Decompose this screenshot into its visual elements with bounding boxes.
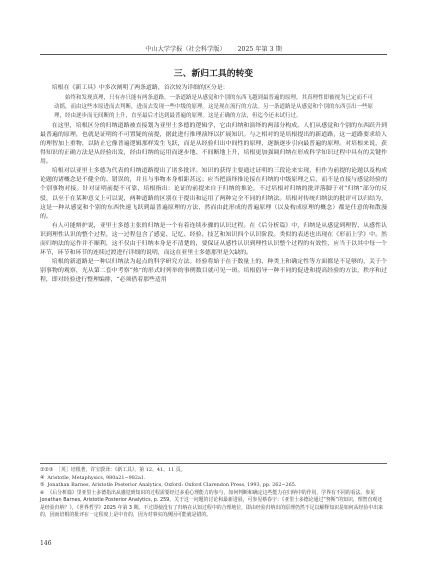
page-number: 146 <box>40 540 52 547</box>
paragraph: 培根对以亚里士多德为代表的归纳道路提出了诸多批评。知识的获得主要通过证明的三段论来实现，但作为前提的论题以及构成论题的诸概念是不健全的、错误的，并且与事物本身相距甚远；应当把演绎推论接在归纳的中级原理之后，而不是直接与感觉经验的个别事物对接。针对证明前提不可靠，培根指出：论证的前提来自于归纳的推论，不过培根对归纳的批评落脚于对“归纳”部分的反驳，以至于在某种意义上可以说，两种道路的区别在于提出和运用了两种完全不同的归纳法。培根对传统归纳法的批评可以归结为，这是一种从感觉和个别的东西快速飞跃到最普遍原理的方法，然而由此形成的普遍原理（以及构成原理的概念）都是任意的和散漫的。 <box>40 168 387 220</box>
section-title: 三、新归工具的转变 <box>173 69 254 79</box>
footnote-text: Aristotle, Metaphysics, 980a21−982a1. <box>47 474 146 481</box>
running-header <box>40 44 387 55</box>
footnote-text: Jonathan Barnes, Aristotle Posterior Analytics, Oxford: Oxford Clarendon Press, 1993, pp. 262−265. <box>47 482 297 489</box>
paragraph: 培根的新道路是一种以归纳法为起点的科学研究方法。经验将始于在于数量上的、种类上和确定性等方面都是不足够的，关于个别事物的观察，光从第二套中考察“热”的形式时列举的事例数目就可见一斑。培根倡导一种不同的促进和提高经验的方法，秩序和过程，即对经验进行整理编排，“必须借着那些适用 <box>40 259 387 284</box>
footnote-item <box>40 475 387 482</box>
footnote-item <box>40 467 387 474</box>
journal-name: 中山大学学报（社会科学版） <box>145 46 226 53</box>
block-quote: 始终和发现真理，只有亦只能有两条道路。一条道路是从感觉和个别的东西飞越到最普遍的原理，其真理性即被视为已定而不可动摇，而由这些本原进而去判断，进而去发现一些中级的原理。这是现在流行的方法。另一条道路是从感觉和个别的东西引出一些原理，经由逐步而无间断的上升，直至最后才达到最普遍的原理。这是正确的方法，但迄今还未试行过。 <box>54 95 374 119</box>
footnote-item <box>40 482 387 489</box>
footnote-marker: ⑥ <box>40 490 45 497</box>
footnote-text: 《后分析篇》里亚里士多德指出从感觉到知识的过程需要经过多重心理能力的参与，如何判断和确定这些能力在归纳中的作用，学界有不同的看法。参见 Jonathan Barnes, Aristotle Posterior Analytics, p. 259。关于这一问题的讨论和最新进展，可参见蔡春宇：《亚里士多德论通过“努斯”的知识，理智直观还是经验归纳？》，《世界哲学》2025 年第 3 期。不过即使没有了归纳在认知过程中的合理地位，即由经验归纳出的原理仍然不足以解释知识是如何从经验中出来的，因而培根的批评在一定程度上是中肯的，因为对事实的测因可能就是错的。 <box>40 490 383 518</box>
body-text <box>40 84 387 286</box>
footnote-marker: ④ <box>40 474 45 481</box>
footnotes <box>40 463 387 520</box>
paragraph: 有人可能辩护说，亚里士多德主张的归纳是一个有着连续步骤的认识过程。在《后分析篇》中，归纳是从感觉到理智、从感性认识到理性认识的整个过程，这一过程包含了感觉、记忆、经验、技艺和知识四个认识阶段。类似的表述也出现在《形而上学》中。然而归纳法的运作并不顺利，这不仅由于归纳本身是不清楚的，要保证从感性认识到理性认识整个过程的有效性，应当于以其中每一个环节，环节和环节的连续过渡进行详细的说明，而这在亚里士多德那里是欠缺的。 <box>40 222 387 257</box>
paragraph-intro: 培根在《新工具》中多次阐明了两条道路，首次较为详细的区分是： <box>51 85 229 91</box>
footnote-text: ［英］培根著，许宝骙译：《新工具》，第 12、41、11 页。 <box>56 467 186 473</box>
footnote-marker: ⑤ <box>40 482 45 489</box>
footnote-marker: ①②③ <box>40 467 54 473</box>
paragraph: 在这里，培根区分的归纳道路被直接划为亚里士多德的逻辑学，它由归纳和演绎的两部分构成。人们从感觉和个别的东西跃升到最普遍的原理，也就是证明的不可置疑的前提，据此进行推理演绎以扩展知识。与之相对的是培根提出的新道路，这一道路要求给人的理智加上重物，以防止它像普遍逻辑那样发生飞跃，而是从经验归出中间性的原理，逐渐逐步引向最普遍的原理。对培根来说，获得知识的正确方法是从经验出发，经由归纳的运用而逐步地、不间断地上升，培根更加强调归纳在形成科学知识过程中具有的关键作用。 <box>40 122 387 166</box>
issue-label: 2025 年第 3 期 <box>237 46 282 53</box>
footnote-item <box>40 490 387 519</box>
